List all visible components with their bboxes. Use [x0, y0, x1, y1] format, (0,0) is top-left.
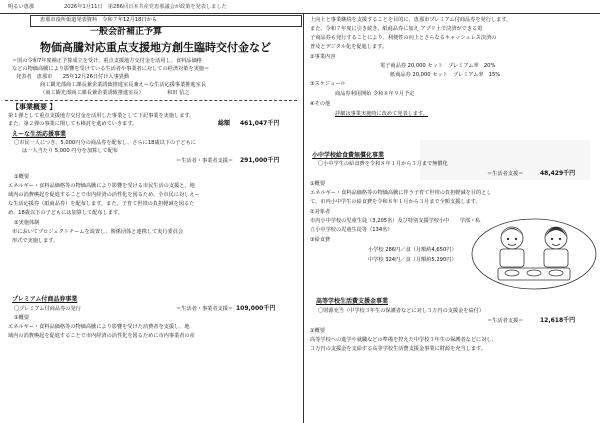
item4-desc-2: ３万円の支援金を支給する高等学校生活費支援金事業に財源を充当します。: [310, 346, 486, 352]
product-electronic: 電子商品券 20,000 セット プレミアム率 20%: [380, 63, 496, 69]
total-value: 461,047千円: [240, 120, 280, 127]
item3-heading: 小中学校給食費無償化事業: [312, 152, 385, 159]
item4-amount: 12,618千円: [540, 317, 576, 324]
presenter-line: 発表者 恵那市 25年12月26日付け人事異動: [16, 74, 130, 80]
presenter-title: 商工観光部商工課長兼企業誘致推進室長兼えーな生活応援事業推進室長: [40, 82, 207, 88]
header-rule: [0, 13, 600, 14]
other-text: 詳細は事業実施時に改めて発表します。: [335, 111, 428, 117]
item2-sub1: ①概要: [14, 315, 30, 321]
intro-line-2: などの物価高騰により影響を受けている生活者や事業者に対しての経済対策を実施＝: [12, 66, 210, 72]
item4-line-1: 〇財源充当（中学校３年生の保護者などに対し３万円の支援金を給付）: [318, 308, 485, 314]
right-intro-3: 子商品券も発行することにより、利便性の向上とさらなるキャッシュレス決済の: [310, 35, 497, 41]
schedule-sub: ③スケジュール: [310, 81, 346, 87]
budget-heading: 一般会計補正予算: [90, 27, 163, 37]
fee-junior-high: 中学校 324円／食（月額約5,290円）: [368, 257, 457, 263]
item2-desc-1: エネルギー・食料品価格等の物価高騰により影響を受けた消費者を支援し、地: [8, 324, 190, 330]
overview-heading: 【事業概要 】: [12, 103, 57, 111]
divider: [5, 100, 297, 101]
item3-sub3: ③給食費: [310, 237, 331, 243]
right-intro-4: 普及とデジタル化を促進します。: [310, 44, 388, 50]
item1-sub1: ①概要: [14, 174, 30, 180]
source-text: 恵那市役所報道発表資料 令和７年12月18日から: [40, 17, 157, 23]
right-intro-2: また、令和７年度に引き続き、紙商品券に加え アプリ上で決済ができる電: [310, 26, 483, 32]
item1-desc-3: な生活応援券（紙商品券）を配布します。また、子育て世帯の負担軽減を図るた: [8, 201, 195, 207]
item1-support: ＝生活者・事業者支援＝: [176, 158, 234, 164]
total-label: 総額: [218, 120, 231, 127]
overview-line-1: 第１弾として重点支援地方交付金を活用した事業として下記事業を実施します。: [8, 113, 195, 119]
item3-sub2: ②対象者: [310, 209, 331, 215]
header-text: 2026年1月11日 第286回日本共産党恵那議会が政策を発表しました: [64, 4, 227, 10]
item1-line-1: 〇市民一人につき、5,000円分の商品券を配布し、さらに18歳以下の子どもに: [14, 140, 196, 146]
item2-line-1: 〇プレミアム付商品券の発行: [14, 306, 81, 312]
item2-support: ＝生活者・事業者支援＝: [176, 306, 234, 312]
right-intro-1: 上向上と事業継続を支援することを目的に、恵那市プレミアム付商品券を発行します。: [310, 17, 512, 23]
header-title: 明るい恵那: [8, 4, 34, 10]
other-sub: ④その他: [310, 101, 331, 107]
item2-amount: 109,000千円: [236, 305, 276, 312]
product-paper: 紙商品券 20,000 セット プレミアム率 15%: [390, 72, 501, 78]
item1-amount: 291,000千円: [240, 157, 280, 164]
item2-heading: プレミアム付商品券事業: [12, 296, 78, 303]
intro-line-1: ＝国の令和7年度補正予算成立を受け、重点支援地方交付金を活用し、食料品価格: [12, 58, 202, 64]
item4-heading: 高等学校生活費支援金事業: [316, 298, 389, 305]
item1-desc-2: 域内の消費喚起を促進することで市内経済の活性化を図るため、全市民に対しえー: [8, 192, 200, 198]
school-lunch-illustration: [470, 210, 598, 292]
main-title: 物価高騰対応重点支援地方創生臨時交付金など: [40, 41, 271, 54]
item1-impl-2: 形式で実施します。: [12, 238, 59, 244]
item3-desc-2: て、市内小中学生の給食費を令和８年１月から３月まで全額支援します。: [310, 199, 481, 205]
item3-target-1: 市内小中学校の児童生徒（3,205名）及び特別支援学校小中 学部・私: [310, 218, 481, 224]
item1-line-2: は一人当たり 5,000 円分を加算して配布: [22, 148, 118, 154]
item4-desc-1: 高等学校への進学や就職などの準備を控えた中学校３年生の保護者などに対し、: [310, 337, 497, 343]
item3-target-2: 立小中学校の児童生徒等（134名）: [310, 227, 393, 233]
item1-sub2: ②実施体制: [14, 220, 40, 226]
item3-desc-1: エネルギー・食料品価格等の物価高騰に伴う子育て世帯の負担軽減を目的とし: [310, 190, 492, 196]
item1-impl-1: 市においてプロジェクトチームを設置し、関係団体と連携して実行委員会: [12, 229, 184, 235]
item3-sub1: ①概要: [310, 181, 326, 187]
item4-sub1: ①概要: [310, 328, 326, 334]
item1-desc-4: め、18歳以下の子どもには加算して配布します。: [8, 210, 123, 216]
fee-elementary: 小学校 286円／食（月額約4,650円）: [368, 247, 457, 253]
item3-amount: 48,429千円: [540, 170, 576, 177]
column-divider: [303, 13, 304, 423]
item1-desc-1: エネルギー・食料品価格等の物価高騰により影響を受ける市民生活の支援と、地: [8, 183, 195, 189]
item3-support: ＝生活者支援＝: [487, 171, 524, 177]
item4-support: ＝生活者支援＝: [487, 318, 524, 324]
presenter-name: （商工観光部商工課長兼企業誘致推進室長） 和田 信之: [40, 90, 190, 96]
content-sub: ②事業内容: [310, 54, 336, 60]
item3-line-1: 〇小中学生の給食費を令和８年１月から３月まで無償化: [318, 161, 448, 167]
schedule-text: 商品券利用開始 令和８年９月予定: [335, 91, 415, 97]
overview-line-2: また、第２弾の事業に関しても検討を進めていきます。: [8, 121, 138, 127]
item1-heading: えーな生活応援事業: [12, 131, 67, 138]
item2-desc-2: 域内の消費喚起を促進することで市内経済の活性化を図るために市内事業者の産: [8, 333, 195, 339]
